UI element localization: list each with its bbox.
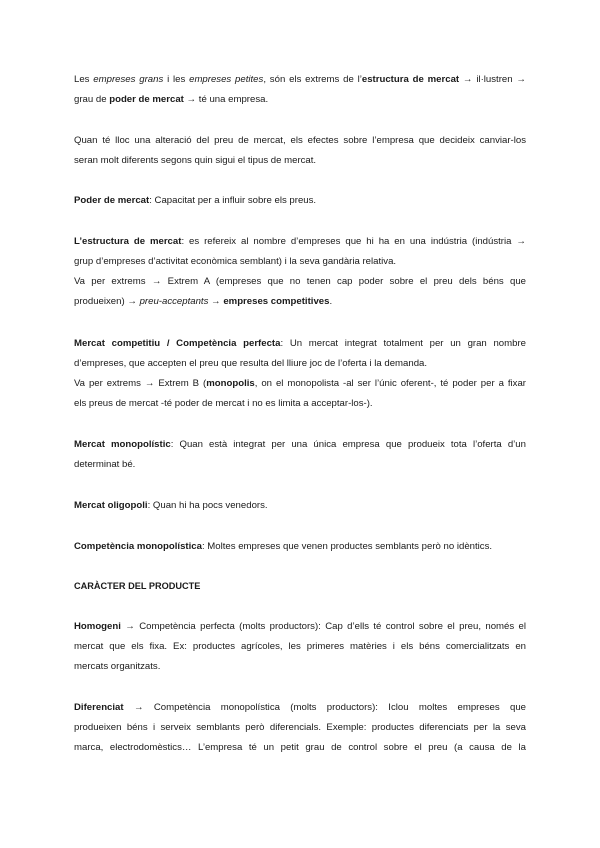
product-homogeni-line-1: Homogeni → Competència perfecta (molts productors): Cap d’ells té control sobre el preu, només el: [74, 621, 526, 632]
intro-line-2: grau de poder de mercat → té una empresa.: [74, 94, 269, 105]
section-heading: CARÀCTER DEL PRODUCTE: [74, 581, 201, 591]
definition-poder-de-mercat: Poder de mercat: Capacitat per a influir sobre els preus.: [74, 195, 317, 206]
definition-monopolistic-line-1: Mercat monopolístic: Quan està integrat per una única empresa que produeix tota l’oferta d’un: [74, 439, 526, 450]
definition-term: Homogeni: [74, 621, 121, 632]
definition-estructura-line-2: grup d’empreses d’activitat econòmica semblant) i la seva gandària relativa.: [74, 256, 397, 267]
definition-term: Mercat oligopoli: [74, 500, 148, 511]
term-estructura-de-mercat: estructura de mercat: [361, 74, 460, 85]
term-empreses-competitives: empreses competitives: [223, 296, 330, 307]
emphasis-empreses-petites: empreses petites: [189, 74, 264, 85]
definition-term: Mercat monopolístic: [74, 439, 171, 450]
definition-monopolistic-line-2: determinat bé.: [74, 459, 136, 470]
intro-line-1: Les empreses grans i les empreses petites, són els extrems de l’estructura de mercat → il·lustren →: [74, 74, 526, 85]
definition-competencia-monopolistica: Competència monopolística: Moltes empreses que venen productes semblants però no idèntics.: [74, 541, 493, 552]
definition-oligopoli: Mercat oligopoli: Quan hi ha pocs venedors.: [74, 500, 268, 511]
product-diferenciat-line-3: marca, electrodomèstics… L’empresa té un petit grau de control sobre el preu (a causa de la: [74, 742, 526, 753]
definition-estructura-line-4: produeixen) → preu-acceptants → empreses competitives.: [74, 296, 333, 307]
paragraph-alteracio-line-1: Quan té lloc una alteració del preu de mercat, els efectes sobre l’empresa que decideix canviar-los: [74, 135, 526, 146]
term-poder-de-mercat: poder de mercat: [109, 94, 184, 105]
definition-competencia-perfecta-line-2: d’empreses, que accepten el preu que resulta del lliure joc de l’oferta i la demanda.: [74, 358, 428, 369]
product-diferenciat-line-2: produeixen béns i serveix semblants però diferencials. Exemple: productes diferenciats per la seva: [74, 722, 526, 733]
definition-term: Diferenciat: [74, 702, 124, 713]
emphasis-empreses-grans: empreses grans: [93, 74, 164, 85]
definition-term: L’estructura de mercat: [74, 236, 182, 247]
definition-estructura-line-3: Va per extrems → Extrem A (empreses que no tenen cap poder sobre el preu dels béns que: [74, 276, 526, 287]
definition-term: Mercat competitiu / Competència perfecta: [74, 338, 281, 349]
definition-competencia-perfecta-line-1: Mercat competitiu / Competència perfecta: Un mercat integrat totalment per un gran nombre: [74, 338, 526, 349]
definition-estructura-line-1: L’estructura de mercat: es refereix al nombre d’empreses que hi ha en una indústria (indústria →: [74, 236, 526, 247]
product-diferenciat-line-1: Diferenciat → Competència monopolística (molts productors): Iclou moltes empreses que: [74, 702, 526, 713]
product-homogeni-line-3: mercats organitzats.: [74, 661, 161, 672]
definition-competencia-perfecta-line-3: Va per extrems → Extrem B (monopolis, on el monopolista -al ser l’únic oferent-, té poder per a fixar: [74, 378, 526, 389]
emphasis-preu-acceptants: preu-acceptants: [139, 296, 209, 307]
definition-competencia-perfecta-line-4: els preus de mercat -té poder de mercat i no es limita a acceptar-los-).: [74, 398, 373, 409]
term-monopolis: monopolis: [206, 378, 255, 389]
definition-term: Poder de mercat: [74, 195, 150, 206]
product-homogeni-line-2: mercat que els fixa. Ex: productes agrícoles, les primeres matèries i els béns comercialitzats en: [74, 641, 526, 652]
paragraph-alteracio-line-2: seran molt diferents segons quin sigui el tipus de mercat.: [74, 155, 317, 166]
definition-term: Competència monopolística: [74, 541, 202, 552]
